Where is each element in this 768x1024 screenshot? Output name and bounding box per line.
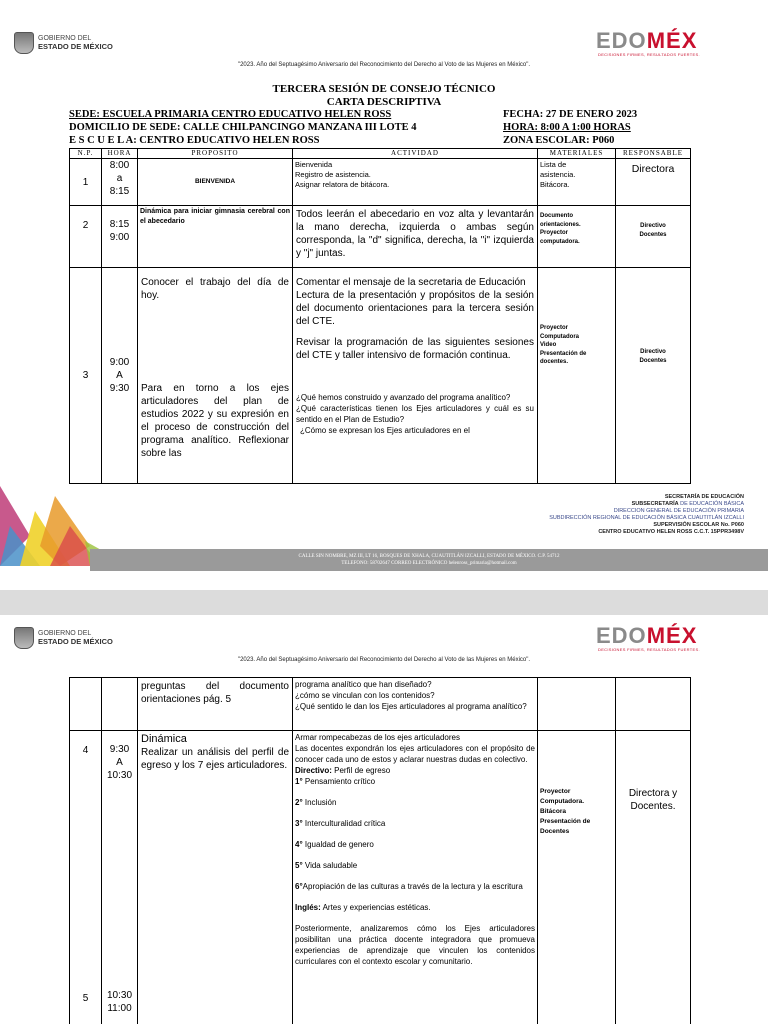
doc-subtitle: CARTA DESCRIPTIVA [326,96,442,108]
table-header-row [70,149,691,159]
header-hora: HORA [102,149,138,159]
zona-line: ZONA ESCOLAR: P060 [503,135,615,146]
table-row: 2 8:15 9:00 Dinámica para iniciar gimnasia cerebral con el abecedario Todos leerán el abecedario en voz alta y levantarán la mano derecha, izquierda o ambas según corresponda, la "d" significa, derecha, la "i" izquierda y "j" juntas. Documento orientaciones. Proyector computadora. Directivo Docentes [70,206,691,268]
motto: "2023. Año del Septuagésimo Aniversario del Reconocimiento del Derecho al Voto de las Mujeres en México". [237,62,531,68]
crest-icon [14,627,34,649]
activities-table-continued [69,677,691,1024]
gobierno-logo: GOBIERNO DEL ESTADO DE MÉXICO [14,32,113,54]
edomex-logo: EDOMÉX DECISIONES FIRMES, RESULTADOS FUERTES. [596,623,700,652]
fecha-line: FECHA: 27 DE ENERO 2023 [503,109,638,120]
motto: "2023. Año del Septuagésimo Aniversario del Reconocimiento del Derecho al Voto de las Mujeres en México". [237,657,531,663]
footer-institution: SECRETARÍA DE EDUCACIÓN SUBSECRETARÍA DE EDUCACIÓN BÁSICA DIRECCION GENERAL DE EDUCACIÓN PRIMARIA SUBDIRECCIÓN REGIONAL DE EDUCACIÓN BÁSICA CUAUTITLÁN IZCALLI SUPERVISIÓN ESCOLAR No. P060 CENTRO EDUCATIVO HELEN ROSS C.C.T. 15PPR3498V [549,494,744,535]
header-responsable: RESPONSABLE [616,149,691,159]
document-page-2 [0,615,768,1024]
header-np: N.P. [70,149,102,159]
edomex-logo: EDOMÉX DECISIONES FIRMES, RESULTADOS FUERTES. [596,28,700,57]
footer-address-band: CALLE SIN NOMBRE, MZ III, LT 16, BOSQUES DE XHALA, CUAUTITLÁN IZCALLI, ESTADO DE MÉXICO. C.P. 54712 TELEFONO: 58702647 CORREO ELECTRÓNICO helenross_primaria@hotmail.com [90,549,768,571]
table-row: 4 5 9:30 A 10:30 10:30 11:00 Dinámica Realizar un análisis del perfil de egreso y los 7 ejes articuladores. Armar rompecabezas de los ejes articuladores Las docentes expondrán los ejes articuladores con el propósito de conocer cada uno de estos y aclarar nuestras dudas en colectivo. Directivo: Perfil de egreso 1° Pensamiento crítico 2° Inclusión 3° Interculturalidad crítica 4° Igualdad de genero 5° Vida saludable 6°Apropiación de las culturas a través de la lectura y la escritura Inglés: Artes y experiencias estéticas. Posteriormente, analizaremos cómo los Ejes articuladores posibilitan una práctica docente integradora que promueva experiencias de aprendizaje que vinculen los contenidos curriculares con el contexto escolar y comunitario. Proyector Computadora. Bitácora Presentación de Docentes Directora y Docentes. [70,731,691,1024]
header-actividad: ACTIVIDAD [293,149,538,159]
sede-line: SEDE: ESCUELA PRIMARIA CENTRO EDUCATIVO HELEN ROSS [69,109,392,120]
header-materiales: MATERIALES [538,149,616,159]
crest-icon [14,32,34,54]
table-row: 1 8:00 a 8:15 BIENVENIDA Bienvenida Registro de asistencia. Asignar relatora de bitácora. Lista de asistencia. Bitácora. Directora [70,159,691,206]
escuela-line: E S C U E L A: CENTRO EDUCATIVO HELEN ROSS [69,135,320,146]
activities-table [69,148,691,484]
header-proposito: PROPOSITO [138,149,293,159]
hora-line: HORA: 8:00 A 1:00 HORAS [503,122,631,133]
session-title: TERCERA SESIÓN DE CONSEJO TÉCNICO [272,83,496,95]
gobierno-logo: GOBIERNO DEL ESTADO DE MÉXICO [14,627,113,649]
table-row: 3 9:00 A 9:30 Conocer el trabajo del día de hoy. Para en torno a los ejes articuladores del plan de estudios 2022 y su expresión en el proceso de construcción del programa analítico. Reflexionar sobre las Comentar el mensaje de la secretaria de Educación Lectura de la presentación y propósitos de la sesión del documento orientaciones para la tercera sesión del CTE. Revisar la programación de las siguientes sesiones del CTE y taller intensivo de formación continua. ¿Qué hemos construido y avanzado del programa analítico? ¿Qué características tienen los Ejes articuladores y cuál es su sentido en el Plan de Estudio? ¿Cómo se expresan los Ejes articuladores en el Proyector Computadora Video Presentación de docentes. Directivo Docentes [70,268,691,484]
table-row: preguntas del documento orientaciones pág. 5 programa analítico que han diseñado? ¿cómo se vinculan con los contenidos? ¿Qué sentido le dan los Ejes articuladores al programa analítico? [70,678,691,731]
domicilio-line: DOMICILIO DE SEDE: CALLE CHILPANCINGO MANZANA III LOTE 4 [69,122,417,133]
